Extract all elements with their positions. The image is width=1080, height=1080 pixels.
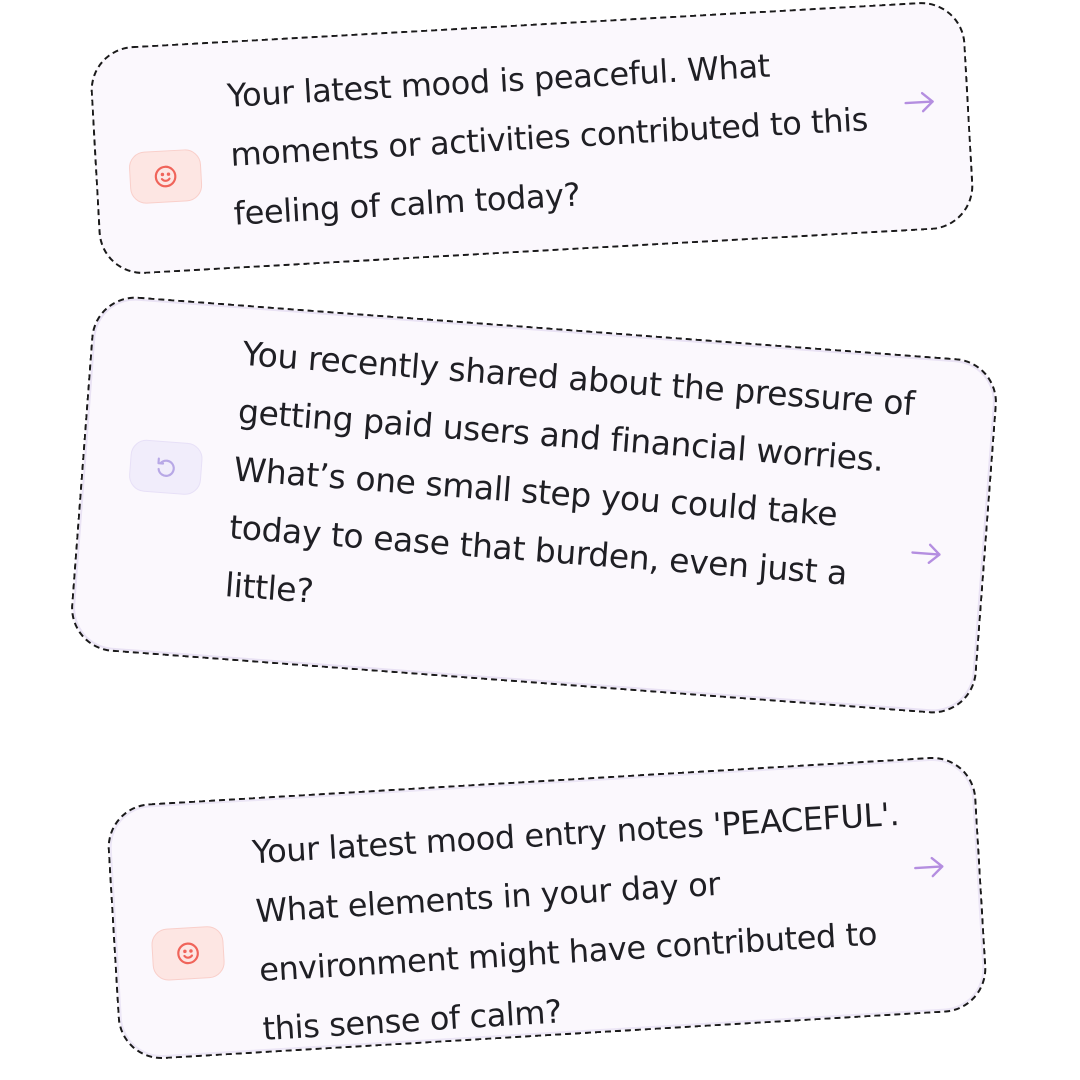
arrow-right-icon[interactable]	[912, 854, 947, 880]
prompt-text: You recently shared about the pressure of getting paid users and financial worries. What’s one small step you could take today to ease that burden, even just a little?	[223, 333, 916, 611]
mood-badge	[151, 925, 226, 981]
prompt-card-recent-entry[interactable]	[68, 293, 1000, 716]
recent-badge	[128, 439, 204, 496]
arrow-right-icon[interactable]	[909, 540, 945, 566]
prompt-text: Your latest mood entry notes 'PEACEFUL'. What elements in your day or environment might have contributed to this sense of calm?	[251, 794, 901, 1049]
prompt-card-mood-entry[interactable]	[105, 754, 989, 1061]
arrow-right-icon[interactable]	[902, 89, 937, 115]
mood-badge	[128, 149, 203, 205]
smile-icon	[174, 940, 201, 967]
prompt-card-peaceful-mood[interactable]	[88, 0, 975, 276]
prompt-text: Your latest mood is peaceful. What moments or activities contributed to this feeling of calm today?	[226, 46, 869, 233]
refresh-icon	[152, 453, 180, 481]
smile-icon	[152, 163, 179, 190]
